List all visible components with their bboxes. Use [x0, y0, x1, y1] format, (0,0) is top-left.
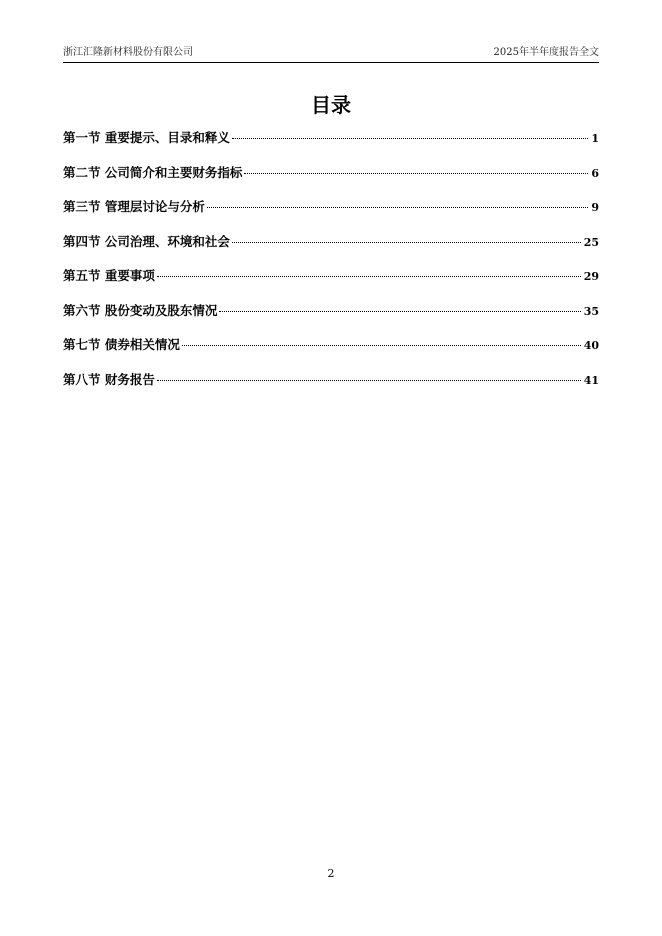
- toc-dot-leader: [207, 207, 588, 208]
- toc-entry-page: 6: [591, 166, 599, 180]
- toc-entry-section-6[interactable]: [63, 301, 599, 336]
- toc-dot-leader: [232, 242, 581, 243]
- toc-entry-section-3[interactable]: [63, 197, 599, 232]
- toc-entry-section-2[interactable]: [63, 163, 599, 198]
- header-company-name: 浙江汇隆新材料股份有限公司: [63, 47, 193, 58]
- header-report-name: 2025年半年度报告全文: [493, 47, 599, 58]
- toc-entry-page: 1: [591, 132, 599, 145]
- toc-entry-section-1[interactable]: [63, 128, 599, 163]
- table-of-contents: [63, 128, 599, 404]
- toc-dot-leader: [182, 345, 581, 346]
- toc-dot-leader: [244, 173, 588, 174]
- page-header: [63, 46, 599, 63]
- toc-dot-leader: [157, 276, 581, 277]
- toc-entry-label: 第八节 财务报告: [63, 371, 155, 387]
- toc-entry-label: 第七节 债券相关情况: [63, 337, 180, 352]
- toc-dot-leader: [232, 138, 588, 139]
- toc-entry-section-4[interactable]: [63, 232, 599, 267]
- toc-entry-label: 第一节 重要提示、目录和释义: [63, 130, 230, 145]
- toc-entry-section-5[interactable]: [63, 266, 599, 301]
- toc-entry-label: 第三节 管理层讨论与分析: [63, 199, 205, 214]
- toc-dot-leader: [219, 311, 580, 312]
- toc-entry-label: 第四节 公司治理、环境和社会: [63, 233, 230, 249]
- toc-entry-page: 25: [583, 235, 599, 249]
- toc-dot-leader: [157, 380, 581, 381]
- toc-entry-page: 29: [583, 270, 599, 283]
- toc-entry-label: 第二节 公司简介和主要财务指标: [63, 164, 243, 180]
- toc-entry-label: 第六节 股份变动及股东情况: [63, 302, 218, 318]
- toc-entry-page: 9: [591, 201, 599, 214]
- toc-entry-label: 第五节 重要事项: [63, 268, 155, 283]
- toc-entry-page: 35: [583, 304, 599, 318]
- toc-title: 目录: [311, 93, 351, 117]
- toc-entry-section-7[interactable]: [63, 335, 599, 370]
- toc-entry-page: 41: [583, 373, 599, 387]
- page-number: 2: [327, 867, 335, 880]
- toc-entry-section-8[interactable]: [63, 370, 599, 405]
- toc-entry-page: 40: [583, 339, 599, 352]
